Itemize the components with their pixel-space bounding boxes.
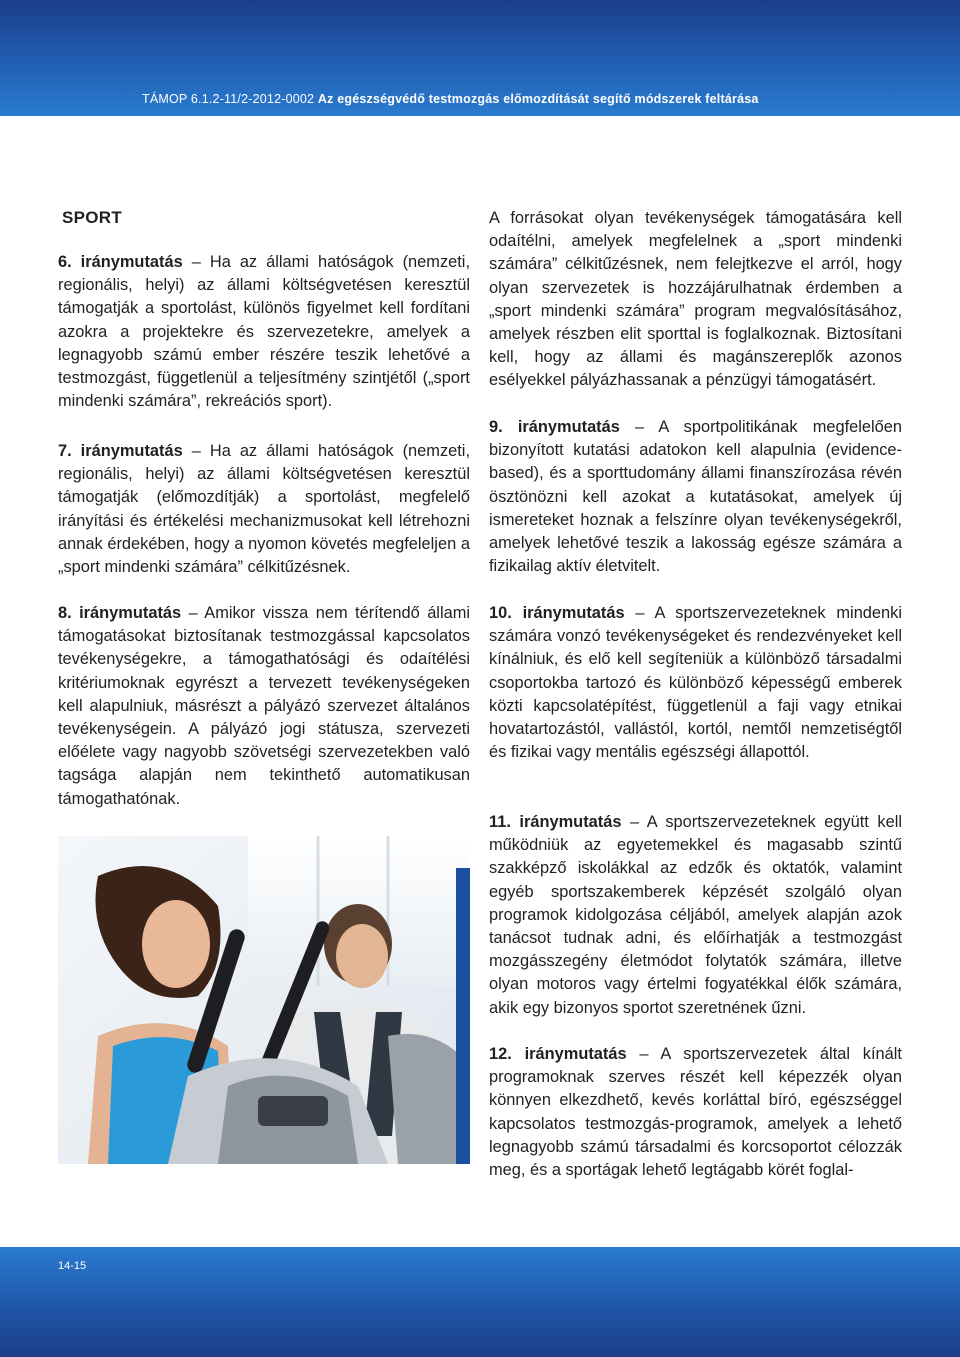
guideline-12-number: 12. iránymutatás bbox=[489, 1045, 627, 1063]
page-number: 14-15 bbox=[58, 1260, 87, 1272]
guideline-11-text: – A sportszervezeteknek együtt kell működniük az egyetemekkel és magasabb szintű szakképző iskolákkal az edzők és oktatók, valamint egyéb sportszakemberek képzését szolgáló olyan programok kidolgozása céljából, amelyek alapján azok tanácsot tudnak adni, és előírhatják a testmozgást mozgásszegény életmódot folytatók számára, illetve olyan motoros vagy értelmi fogyatékkal élők számára, akik egy bizonyos sportot szeretnének űzni. bbox=[489, 813, 902, 1017]
guideline-12 bbox=[489, 1043, 902, 1182]
fitness-photo-illustration bbox=[58, 836, 470, 1164]
guideline-9 bbox=[489, 416, 902, 578]
section-title: SPORT bbox=[62, 208, 123, 227]
running-header bbox=[142, 92, 759, 106]
guideline-7-number: 7. iránymutatás bbox=[58, 442, 183, 460]
header-title: Az egészségvédő testmozgás előmozdítását segítő módszerek feltárása bbox=[317, 92, 759, 106]
guideline-6-number: 6. iránymutatás bbox=[58, 253, 183, 271]
guideline-10-number: 10. iránymutatás bbox=[489, 604, 625, 622]
guideline-8 bbox=[58, 602, 470, 811]
intro-paragraph bbox=[489, 207, 902, 393]
guideline-8-text: – Amikor vissza nem térítendő állami támogatásokat biztosítanak testmozgással kapcsolatos tevékenységekre, a támogathatósági és odaítélési kritériumoknak egyrészt a tervezett tevékenységeken kell alapulniuk, másrészt a pályázó szervezet általános tevékenységein. A pályázó jogi státusza, szervezeti előélete vagy nagyobb szövetségi szervezetekben való tagsága alapján nem tekinthető automatikusan támogathatónak. bbox=[58, 604, 471, 808]
guideline-11-number: 11. iránymutatás bbox=[489, 813, 622, 831]
fitness-photo bbox=[58, 836, 470, 1164]
guideline-7-text: – Ha az állami hatóságok (nemzeti, regionális, helyi) az állami költségvetésen keresztül támogatják (előmozdítják) a sportolást, megfelelő irányítási és értékelési mechanizmusokat kell létrehozni annak érdekében, hogy a nyomon követés megfeleljen a „sport mindenki számára” célkitűzésnek. bbox=[58, 442, 471, 577]
guideline-8-number: 8. iránymutatás bbox=[58, 604, 182, 622]
guideline-10 bbox=[489, 602, 902, 764]
intro-text: A forrásokat olyan tevékenységek támogatására kell odaítélni, amelyek megfelelnek a „sport mindenki számára” célkitűzésnek, nem felejtkezve el arról, hogy olyan szervezetek is hozzájárulhatnak érdemben a „sport mindenki számára” program megvalósításához, amelyek részben elit sporttal is foglalkoznak. Biztosítani kell, hogy az állami és magánszereplők azonos esélyekkel pályázhassanak a pénzügyi támogatásért. bbox=[489, 209, 902, 390]
guideline-9-text: – A sportpolitikának megfelelően bizonyított kutatási adatokon kell alapulnia (evidence-based), és a sporttudomány állami finanszírozása révén ösztönözni kell azokat a kutatásokat, amelyek új ismereteket hoznak a felszínre olyan tevékenységekről, amelyek lehetővé teszik a lakosság egésze számára a fizikailag aktív életvitelt. bbox=[489, 418, 903, 576]
footer-band bbox=[0, 1247, 960, 1357]
guideline-10-text: – A sportszervezeteknek mindenki számára vonzó tevékenységeket és rendezvényeket kell kínálniuk, és elő kell segíteniük a különböző társadalmi csoportokba tartozó és különböző képességű emberek közti kapcsolatépítést, függetlenül a faji vagy etnikai hovatartozástól, vallástól, kortól, nemtől nemzetiségtől és fizikai vagy mentális egészségi állapottól. bbox=[489, 604, 902, 762]
guideline-11 bbox=[489, 811, 902, 1020]
photo-accent-bar bbox=[456, 868, 470, 1164]
header-project-code: TÁMOP 6.1.2-11/2-2012-0002 bbox=[142, 92, 315, 106]
guideline-9-number: 9. iránymutatás bbox=[489, 418, 620, 436]
guideline-6-text: – Ha az állami hatóságok (nemzeti, regionális, helyi) az állami költségvetésen keresztül támogatják a sportolást, különös figyelmet kell fordítani azokra a projektekre és szervezetekre, amelyek a legnagyobb számú ember részére teszik lehetővé a testmozgást, függetlenül a teljesítmény szintjétől („sport mindenki számára”, rekreációs sport). bbox=[58, 253, 471, 411]
guideline-6 bbox=[58, 251, 470, 413]
guideline-7 bbox=[58, 440, 470, 579]
guideline-12-text: – A sportszervezetek által kínált programoknak szerves részét kell képezzék olyan könnyen elkezdhető, kevés korláttal bíró, egészséggel kapcsolatos testmozgás-programok, amelyek a lehető legnagyobb számú társadalmi és korcsoportot célozzák meg, és a sportágak lehető legtágabb körét foglal- bbox=[489, 1045, 902, 1180]
